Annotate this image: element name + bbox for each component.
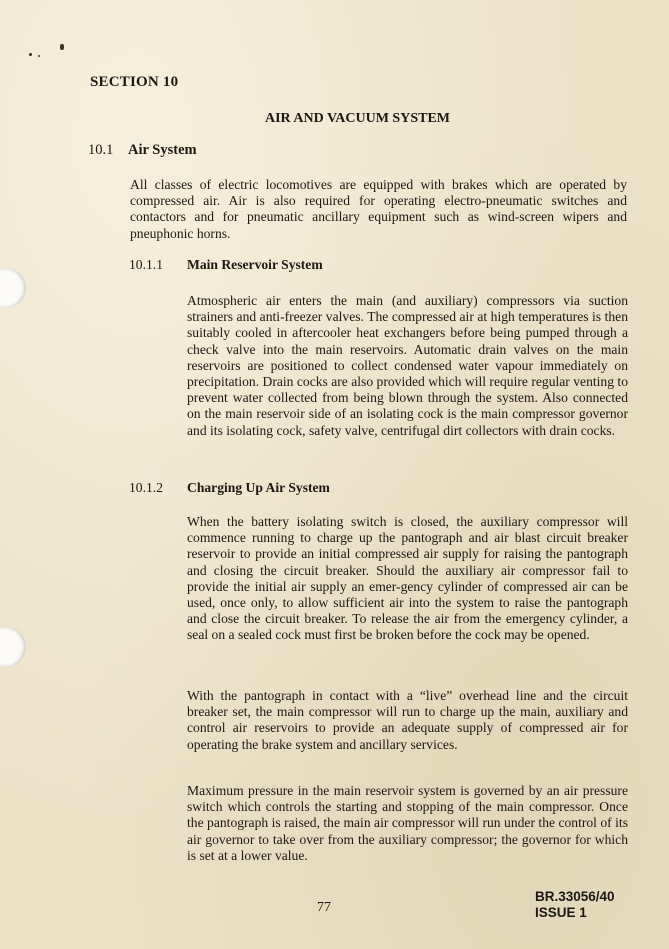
ink-speck	[29, 53, 32, 56]
subsection-intro-paragraph: All classes of electric locomotives are equipped with brakes which are operated by compressed air. Air is also required for operating electro-pneumatic switches and contactors and for pneumatic ancillary equipment such as wind-screen wipers and pneuphonic horns.	[130, 177, 627, 241]
ink-speck	[60, 44, 64, 50]
sub-subsection-number: 10.1.1	[129, 257, 163, 272]
reference-number: BR.33056/40	[535, 889, 615, 904]
sub-subsection-heading-main-reservoir	[129, 257, 323, 273]
charging-paragraph-3: Maximum pressure in the main reservoir system is governed by an air pressure switch which controls the starting and stopping of the main compressor. Once the pantograph is raised, the main air compressor will run under the control of its air governor to take over from the auxiliary compressor; the governor for which is set at a lower value.	[187, 783, 628, 863]
main-reservoir-paragraph: Atmospheric air enters the main (and auxiliary) compressors via suction strainers and anti-freezer valves. The compressed air at high temperatures is then suitably cooled in aftercooler heat exchangers before being pumped through a check valve into the main reservoirs. Automatic drain valves on the main reservoirs are positioned to collect condensed water vapour immediately on precipitation. Drain cocks are also provided which will require regular venting to prevent water collected from being blown through the system. Also connected on the main reservoir side of an isolating cock is the main compressor governor and its isolating cock, safety valve, centrifugal dirt collectors with drain cocks.	[187, 293, 628, 438]
ink-speck	[38, 55, 40, 57]
charging-paragraph-1: When the battery isolating switch is closed, the auxiliary compressor will commence running to charge up the pantograph and air blast circuit breaker reservoir to provide an initial compressed air supply for raising the pantograph and closing the circuit breaker. Should the auxiliary air compressor fail to provide the initial air supply an emer-gency cylinder of compressed air can be used, once only, to allow sufficient air into the system to raise the pantograph and close the circuit breaker. To release the air from the emergency cylinder, a seal on a sealed cock must first be broken before the cock may be opened.	[187, 514, 628, 643]
subsection-title: Air System	[128, 142, 197, 158]
document-reference	[535, 889, 615, 921]
charging-paragraph-2: With the pantograph in contact with a “live” overhead line and the circuit breaker set, the main compressor will run to charge up the main, auxiliary and control air reservoirs to provide an adequate supply of compressed air for operating the brake system and ancillary services.	[187, 688, 628, 752]
sub-subsection-title: Charging Up Air System	[187, 480, 330, 495]
sub-subsection-heading-charging-up	[129, 480, 330, 496]
sub-subsection-title: Main Reservoir System	[187, 257, 323, 272]
page-number: 77	[317, 900, 331, 915]
sub-subsection-number: 10.1.2	[129, 480, 163, 495]
main-heading: AIR AND VACUUM SYSTEM	[264, 111, 450, 126]
binder-hole-top	[0, 268, 26, 308]
issue-label: ISSUE 1	[535, 905, 587, 920]
subsection-heading	[88, 142, 197, 159]
binder-hole-bottom	[0, 627, 26, 667]
subsection-number: 10.1	[88, 142, 114, 158]
section-label: SECTION 10	[90, 74, 179, 90]
